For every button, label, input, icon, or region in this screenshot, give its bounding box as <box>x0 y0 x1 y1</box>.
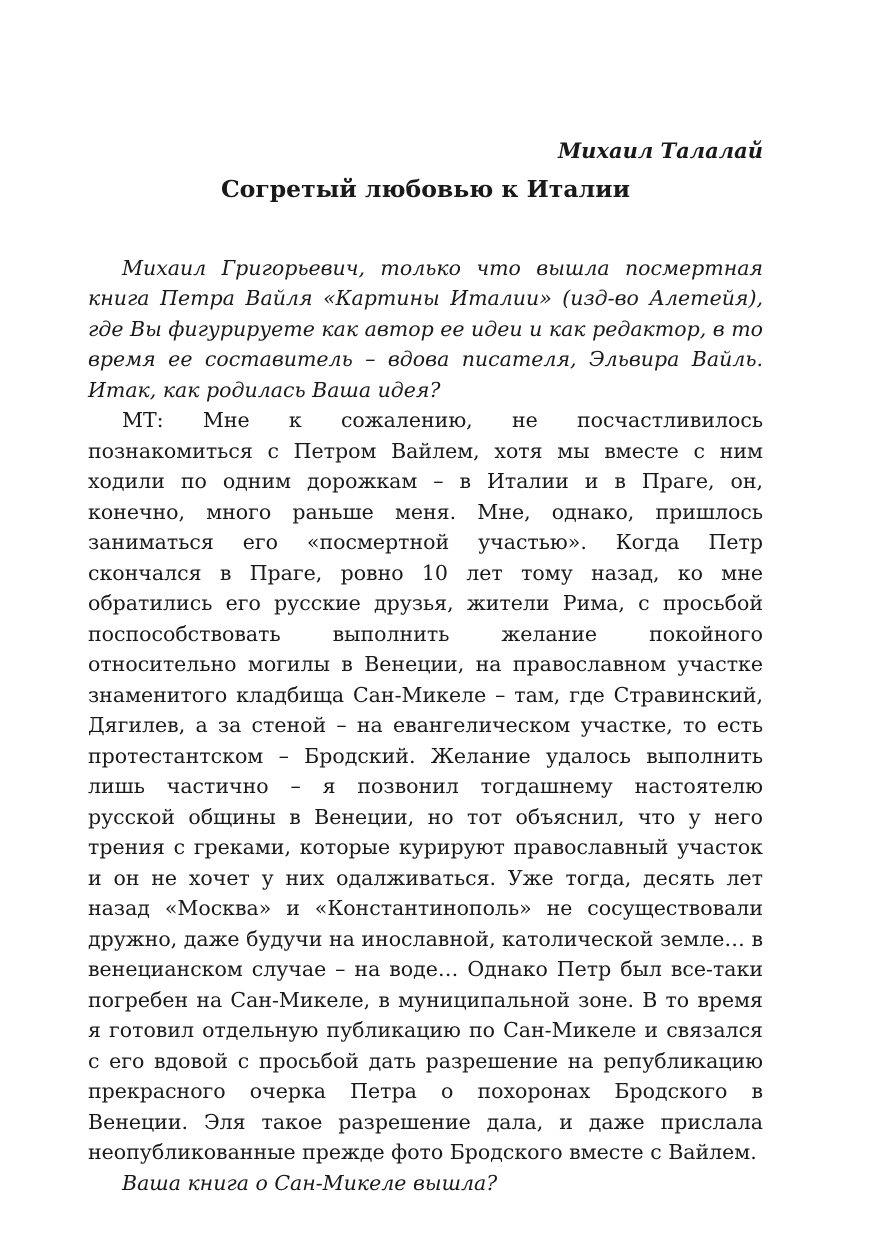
document-body <box>88 253 763 1199</box>
paragraph-interview-question-2: Ваша книга о Сан-Микеле вышла? <box>122 1170 498 1195</box>
paragraph-interview-question-1: Михаил Григорьевич, только что вышла посмертная книга Петра Вайля «Картины Италии» (изд-во Алетейя), где Вы фигурируете как автор ее идеи и как редактор, в то время ее составитель – вдова писателя, Эльвира Вайль. Итак, как родилась Ваша идея? <box>88 255 763 402</box>
author-name: Михаил Талалай <box>557 138 763 163</box>
paragraph-interview-answer: МТ: Мне к сожалению, не посчастливилось познакомиться с Петром Вайлем, хотя мы вместе с ним ходили по одним дорожкам – в Италии и в Праге, он, конечно, много раньше меня. Мне, однако, пришлось заниматься его «посмертной участью». Когда Петр скончался в Праге, ровно 10 лет тому назад, ко мне обратились его русские друзья, жители Рима, с просьбой поспособствовать выполнить желание покойного относительно могилы в Венеции, на православном участке знаменитого кладбища Сан-Микеле – там, где Стравинский, Дягилев, а за стеной – на евангелическом участке, то есть протестантском – Бродский. Желание удалось выполнить лишь частично – я позвонил тогдашнему настоятелю русской общины в Венеции, но тот объяснил, что у него трения с греками, которые курируют православный участок и он не хочет у них одалживаться. Уже тогда, десять лет назад «Москва» и «Константинополь» не сосуществовали дружно, даже будучи на инославной, католической земле… в венецианском случае – на воде… Однако Петр был все-таки погребен на Сан-Микеле, в муниципальной зоне. В то время я готовил отдельную публикацию по Сан-Микеле и связался с его вдовой с просьбой дать разрешение на републикацию прекрасного очерка Петра о похоронах Бродского в Венеции. Эля такое разрешение дала, и даже прислала неопубликованные прежде фото Бродского вместе с Вайлем. <box>88 408 763 1165</box>
page-title: Согретый любовью к Италии <box>220 175 631 204</box>
